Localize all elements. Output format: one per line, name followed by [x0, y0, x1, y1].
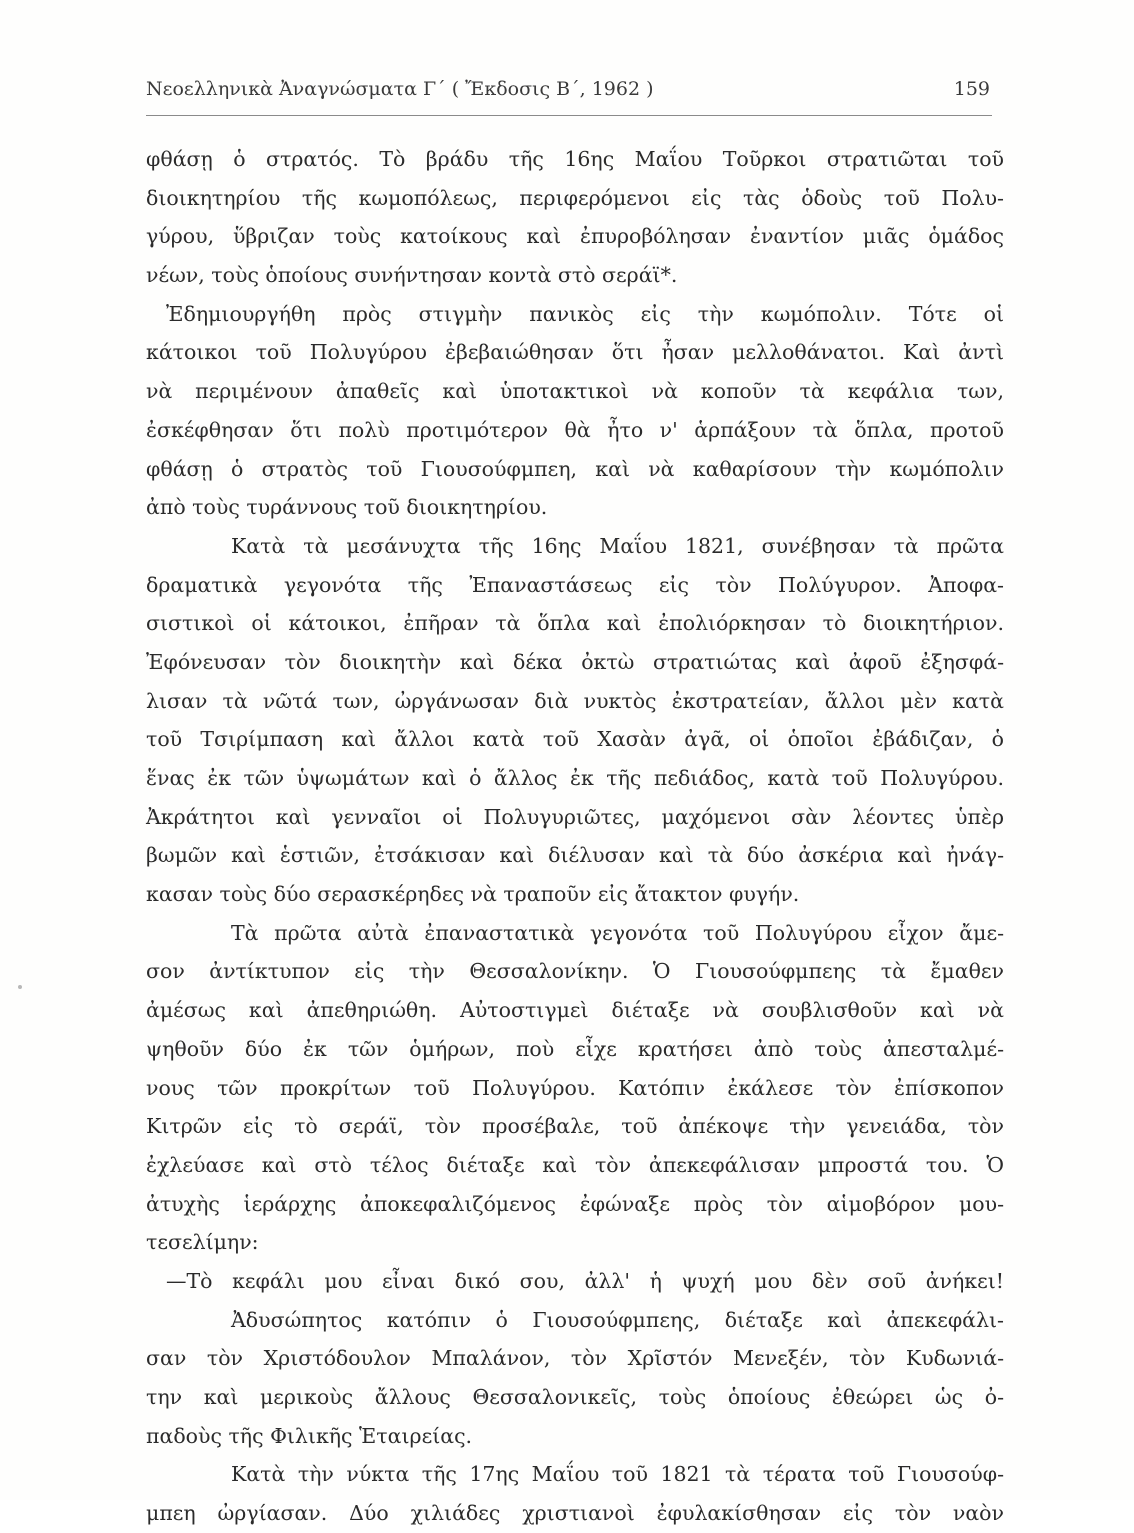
text-line: Κιτρῶν εἰς τὸ σεράϊ, τὸν προσέβαλε, τοῦ ἀπέκοψε τὴν γενειάδα, τὸν [146, 1114, 1004, 1139]
text-line: κάτοικοι τοῦ Πολυγύρου ἐβεβαιώθησαν ὅτι ἦσαν μελλοθάνατοι. Καὶ ἀντὶ [146, 340, 1004, 365]
header-rule [146, 115, 992, 116]
text-line: ἐσκέφθησαν ὅτι πολὺ προτιμότερον θὰ ἦτο ν' ἁρπάξουν τὰ ὅπλα, προτοῦ [146, 417, 1004, 442]
text-line: φθάσῃ ὁ στρατός. Τὸ βράδυ τῆς 16ης Μαΐου Τοῦρκοι στρατιῶται τοῦ [146, 147, 1004, 171]
text-line: ἕνας ἐκ τῶν ὑψωμάτων καὶ ὁ ἄλλος ἐκ τῆς πεδιάδος, κατὰ τοῦ Πολυγύρου. [146, 766, 1004, 790]
text-line: την καὶ μερικοὺς ἄλλους Θεσσαλονικεῖς, τοὺς ὁποίους ἐθεώρει ὡς ὀ- [146, 1385, 1004, 1409]
text-line: νέων, τοὺς ὁποίους συνήντησαν κοντὰ στὸ σεράϊ*. [146, 263, 678, 288]
text-line: Ἐδημιουργήθη πρὸς στιγμὴν πανικὸς εἰς τὴν κωμόπολιν. Τότε οἱ [166, 301, 1004, 326]
body-text [146, 140, 1004, 1533]
text-line: μπεη ὠργίασαν. Δύο χιλιάδες χριστιανοὶ ἐφυλακίσθησαν εἰς τὸν ναὸν [146, 1501, 1004, 1526]
text-line: Ἀκράτητοι καὶ γενναῖοι οἱ Πολυγυριῶτες, μαχόμενοι σὰν λέοντες ὑπὲρ [146, 804, 1004, 829]
running-title: Νεοελληνικὰ Ἀναγνώσματα Γ΄ ( Ἔκδοσις Β΄, 1962 ) [146, 78, 654, 100]
text-line: φθάσῃ ὁ στρατὸς τοῦ Γιουσούφμπεη, καὶ νὰ καθαρίσουν τὴν κωμόπολιν [146, 456, 1004, 481]
text-line: Ἐφόνευσαν τὸν διοικητὴν καὶ δέκα ὀκτὼ στρατιώτας καὶ ἀφοῦ ἐξησφά- [146, 649, 1004, 674]
text-line: διοικητηρίου τῆς κωμοπόλεως, περιφερόμενοι εἰς τὰς ὁδοὺς τοῦ Πολυ- [146, 185, 1004, 210]
text-line: σον ἀντίκτυπον εἰς τὴν Θεσσαλονίκην. Ὁ Γιουσούφμπεης τὰ ἔμαθεν [146, 959, 1004, 984]
text-line: τεσελίμην: [146, 1230, 259, 1255]
text-line: σιστικοὶ οἱ κάτοικοι, ἐπῆραν τὰ ὅπλα καὶ ἐπολιόρκησαν τὸ διοικητήριον. [146, 611, 1004, 636]
text-line: ψηθοῦν δύο ἐκ τῶν ὁμήρων, ποὺ εἶχε κρατήσει ἀπὸ τοὺς ἀπεσταλμέ- [146, 1036, 1004, 1061]
text-line: σαν τὸν Χριστόδουλον Μπαλάνον, τὸν Χρῖστόν Μενεξέν, τὸν Κυδωνιά- [146, 1346, 1004, 1371]
text-line: κασαν τοὺς δύο σερασκέρηδες νὰ τραποῦν εἰς ἄτακτον φυγήν. [146, 882, 800, 907]
text-line: Κατὰ τὰ μεσάνυχτα τῆς 16ης Μαΐου 1821, συνέβησαν τὰ πρῶτα [231, 533, 1004, 558]
text-line: δραματικὰ γεγονότα τῆς Ἐπαναστάσεως εἰς τὸν Πολύγυρον. Ἀποφα- [146, 572, 1004, 597]
text-line: παδοὺς τῆς Φιλικῆς Ἑταιρείας. [146, 1423, 473, 1448]
text-line: ἀμέσως καὶ ἀπεθηριώθη. Αὐτοστιγμεὶ διέταξε νὰ σουβλισθοῦν καὶ νὰ [146, 998, 1004, 1023]
text-line: τοῦ Τσιρίμπαση καὶ ἄλλοι κατὰ τοῦ Χασὰν ἀγᾶ, οἱ ὁποῖοι ἐβάδιζαν, ὁ [146, 727, 1004, 752]
text-line: Τὰ πρῶτα αὐτὰ ἐπαναστατικὰ γεγονότα τοῦ Πολυγύρου εἶχον ἄμε- [231, 920, 1004, 945]
text-line: λισαν τὰ νῶτά των, ὠργάνωσαν διὰ νυκτὸς ἐκστρατείαν, ἄλλοι μὲν κατὰ [146, 688, 1004, 713]
text-line: ἐχλεύασε καὶ στὸ τέλος διέταξε καὶ τὸν ἀπεκεφάλισαν μπροστά του. Ὁ [146, 1152, 1004, 1177]
margin-speck [18, 985, 22, 989]
text-line: βωμῶν καὶ ἑστιῶν, ἐτσάκισαν καὶ διέλυσαν καὶ τὰ δύο ἀσκέρια καὶ ἠνάγ- [146, 843, 1004, 868]
text-line: —Τὸ κεφάλι μου εἶναι δικό σου, ἀλλ' ἡ ψυχή μου δὲν σοῦ ἀνήκει! [166, 1268, 1004, 1293]
text-line: ἀτυχὴς ἱεράρχης ἀποκεφαλιζόμενος ἐφώναξε πρὸς τὸν αἱμοβόρον μου- [146, 1191, 1004, 1216]
text-line: γύρου, ὕβριζαν τοὺς κατοίκους καὶ ἐπυροβόλησαν ἐναντίον μιᾶς ὁμάδος [146, 224, 1004, 249]
text-line: Ἀδυσώπητος κατόπιν ὁ Γιουσούφμπεης, διέταξε καὶ ἀπεκεφάλι- [231, 1307, 1004, 1332]
text-line: νους τῶν προκρίτων τοῦ Πολυγύρου. Κατόπιν ἐκάλεσε τὸν ἐπίσκοπον [146, 1075, 1004, 1100]
text-line: Κατὰ τὴν νύκτα τῆς 17ης Μαΐου τοῦ 1821 τὰ τέρατα τοῦ Γιουσούφ- [231, 1462, 1004, 1487]
text-line: ἀπὸ τοὺς τυράννους τοῦ διοικητηρίου. [146, 495, 548, 520]
page-number: 159 [953, 78, 990, 100]
page-header [146, 78, 990, 108]
text-line: νὰ περιμένουν ἀπαθεῖς καὶ ὑποτακτικοὶ νὰ κοποῦν τὰ κεφάλια των, [146, 379, 1004, 404]
